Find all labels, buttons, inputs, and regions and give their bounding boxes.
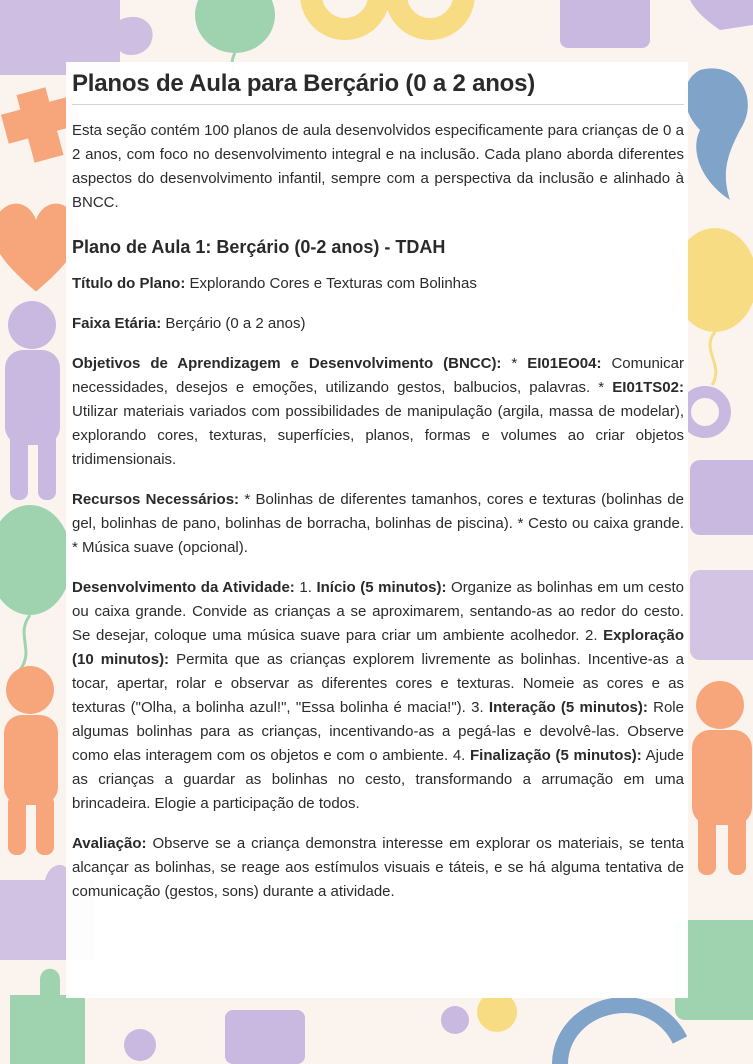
field-value: Berçário (0 a 2 anos): [161, 315, 306, 332]
book-icon: [560, 0, 650, 48]
field-value: Explorando Cores e Texturas com Bolinhas: [185, 275, 477, 292]
step-label: Interação (5 minutos):: [488, 699, 648, 716]
bncc-code: EI01TS02:: [612, 379, 684, 396]
plan-title-field: [72, 272, 684, 296]
text-segment: Comunicar necessidades, desejos e emoções, utilizando gestos, balbucios, palavras. *: [72, 355, 684, 396]
wheelchair-icon: [560, 1005, 680, 1064]
text-segment: *: [501, 355, 528, 372]
text-segment: Permita que as crianças explorem livremente as bolinhas. Incentive-as a tocar, apertar, rolar e observar as diferentes cores e texturas. Nomeie as cores e as texturas ("Olha, a bolinha azul!", "Essa bolinha é macia!"). 3.: [72, 651, 684, 716]
ring-icon: [311, 0, 379, 29]
balloon-icon: [0, 505, 72, 615]
resources-field: [72, 488, 684, 560]
bncc-code: EI01EO04:: [527, 355, 602, 372]
field-label: Título do Plano:: [72, 275, 186, 292]
text-segment: Utilizar materiais variados com possibilidades de manipulação (argila, massa de modelar), explorando cores, texturas, superfícies, planos, formas e volumes ao criar objetos tridimensionais.: [72, 403, 684, 468]
page-title: Planos de Aula para Berçário (0 a 2 anos): [72, 70, 684, 105]
step-label: Exploração (10 minutos):: [72, 627, 684, 668]
field-value: Observe se a criança demonstra interesse em explorar os materiais, se tenta alcançar as bolinhas, se reage aos estímulos visuais e táteis, e se há alguma tentativa de comunicação (gestos, sons) durante a atividade.: [72, 835, 684, 900]
field-label: Objetivos de Aprendizagem e Desenvolvimento (BNCC):: [72, 355, 502, 372]
balloon-string-icon: [20, 615, 30, 670]
child-figure-icon: [692, 681, 752, 875]
plan-heading: Plano de Aula 1: Berçário (0-2 anos) - TDAH: [72, 237, 446, 257]
ring-icon: [396, 0, 464, 29]
puzzle-piece-icon: [690, 0, 753, 30]
step-label: Finalização (5 minutos):: [469, 747, 642, 764]
content-card: [66, 62, 688, 998]
child-figure-icon: [5, 301, 60, 500]
evaluation-field: [72, 832, 684, 904]
book-icon: [225, 1010, 305, 1064]
book-icon: [690, 460, 753, 535]
text-segment: Role algumas bolinhas para as crianças, incentivando-as a pegá-las e devolvê-las. Observe como elas interagem com os objetos e com o ambiente. 4.: [72, 699, 684, 764]
field-label: Faixa Etária:: [72, 315, 162, 332]
circle-icon: [124, 1029, 156, 1061]
intro-paragraph: Esta seção contém 100 planos de aula desenvolvidos especificamente para crianças de 0 a 2 anos, com foco no desenvolvimento integral e na inclusão. Cada plano aborda diferentes aspectos do desenvolvimento infantil, sempre com a perspectiva da inclusão e alinhado à BNCC.: [72, 122, 684, 211]
activity-development-field: [72, 576, 684, 816]
circle-icon: [477, 992, 517, 1032]
child-figure-icon: [4, 666, 58, 855]
age-range-field: [72, 312, 684, 336]
comma-shape-icon: [685, 68, 748, 200]
field-value: * Bolinhas de diferentes tamanhos, cores e texturas (bolinhas de gel, bolinhas de pano, bolinhas de borracha, bolinhas de piscina). * Cesto ou caixa grande. * Música suave (opcional).: [72, 491, 684, 556]
balloon-icon: [195, 0, 275, 53]
field-label: Recursos Necessários:: [72, 491, 240, 508]
book-icon: [690, 570, 753, 660]
text-segment: Ajude as crianças a guardar as bolinhas no cesto, transformando a arrumação em uma brincadeira. Elogie a participação de todos.: [72, 747, 684, 812]
field-label: Desenvolvimento da Atividade:: [72, 579, 295, 596]
step-label: Início (5 minutos):: [316, 579, 447, 596]
ring-icon: [685, 392, 725, 432]
objectives-field: [72, 352, 684, 472]
circle-icon: [441, 1006, 469, 1034]
field-label: Avaliação:: [72, 835, 147, 852]
text-segment: 1.: [294, 579, 317, 596]
balloon-string-icon: [710, 332, 716, 385]
text-segment: Organize as bolinhas em um cesto ou caixa grande. Convide as crianças a se aproximarem, sentando-as ao redor do cesto. Se desejar, coloque uma música suave para criar um ambiente acolhedor. 2.: [72, 579, 684, 644]
